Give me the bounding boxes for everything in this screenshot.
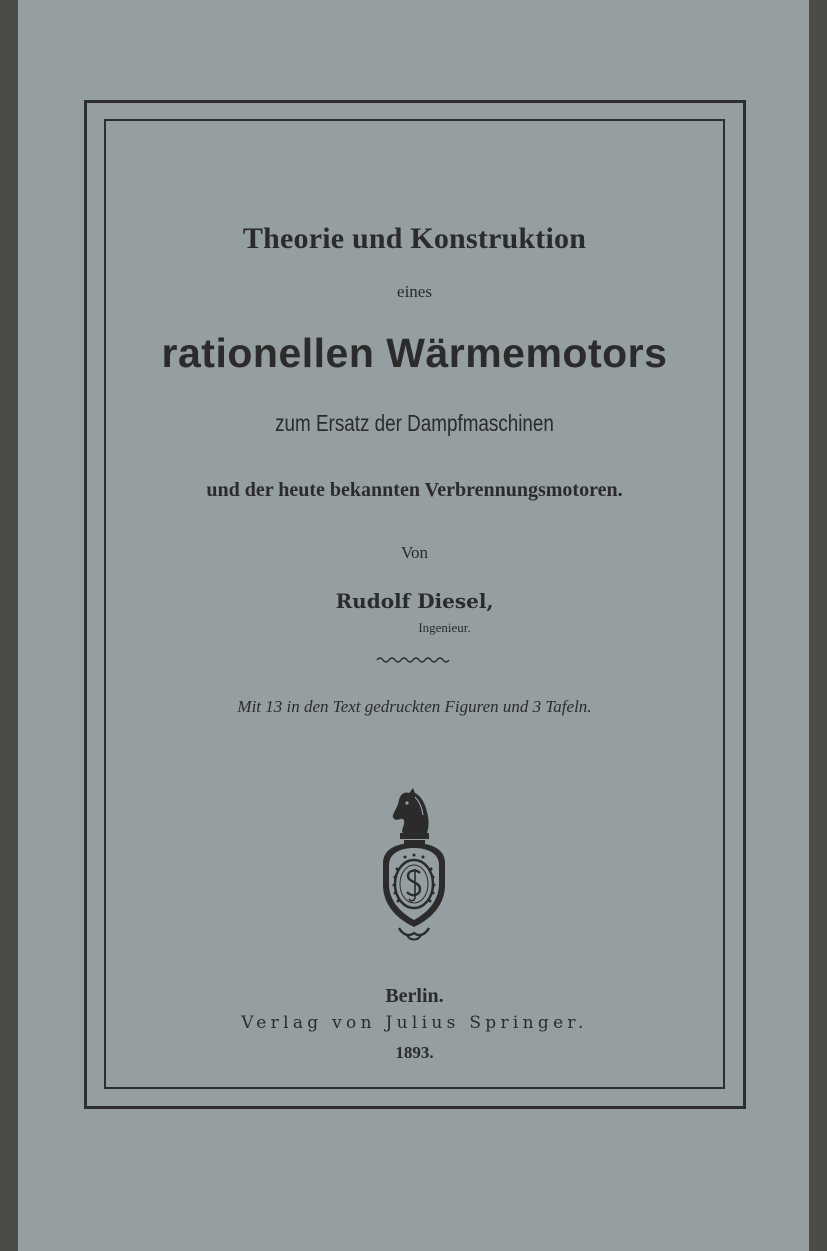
ornament-divider-icon bbox=[375, 655, 451, 665]
by-label: Von bbox=[400, 543, 429, 562]
publication-place: Berlin. bbox=[385, 985, 444, 1007]
author-name: Rudolf Diesel, bbox=[335, 589, 494, 613]
right-edge-band bbox=[809, 0, 827, 1251]
left-edge-band bbox=[0, 0, 18, 1251]
subtitle-line-1: zum Ersatz der Dampfmaschinen bbox=[275, 410, 554, 436]
publisher-name: Verlag von Julius Springer. bbox=[241, 1013, 588, 1033]
title-connector: eines bbox=[397, 282, 432, 301]
figures-note: Mit 13 in den Text gedruckten Figuren und 3 Tafeln. bbox=[237, 697, 592, 716]
title-line-2: rationellen Wärmemotors bbox=[161, 330, 668, 376]
subtitle-line-2: und der heute bekannten Verbrennungsmotoren. bbox=[206, 479, 623, 501]
title-line-1: Theorie und Konstruktion bbox=[242, 222, 587, 255]
publication-year: 1893. bbox=[395, 1043, 434, 1062]
publisher-horse-emblem-icon bbox=[371, 785, 457, 945]
author-title: Ingenieur. bbox=[418, 620, 471, 635]
